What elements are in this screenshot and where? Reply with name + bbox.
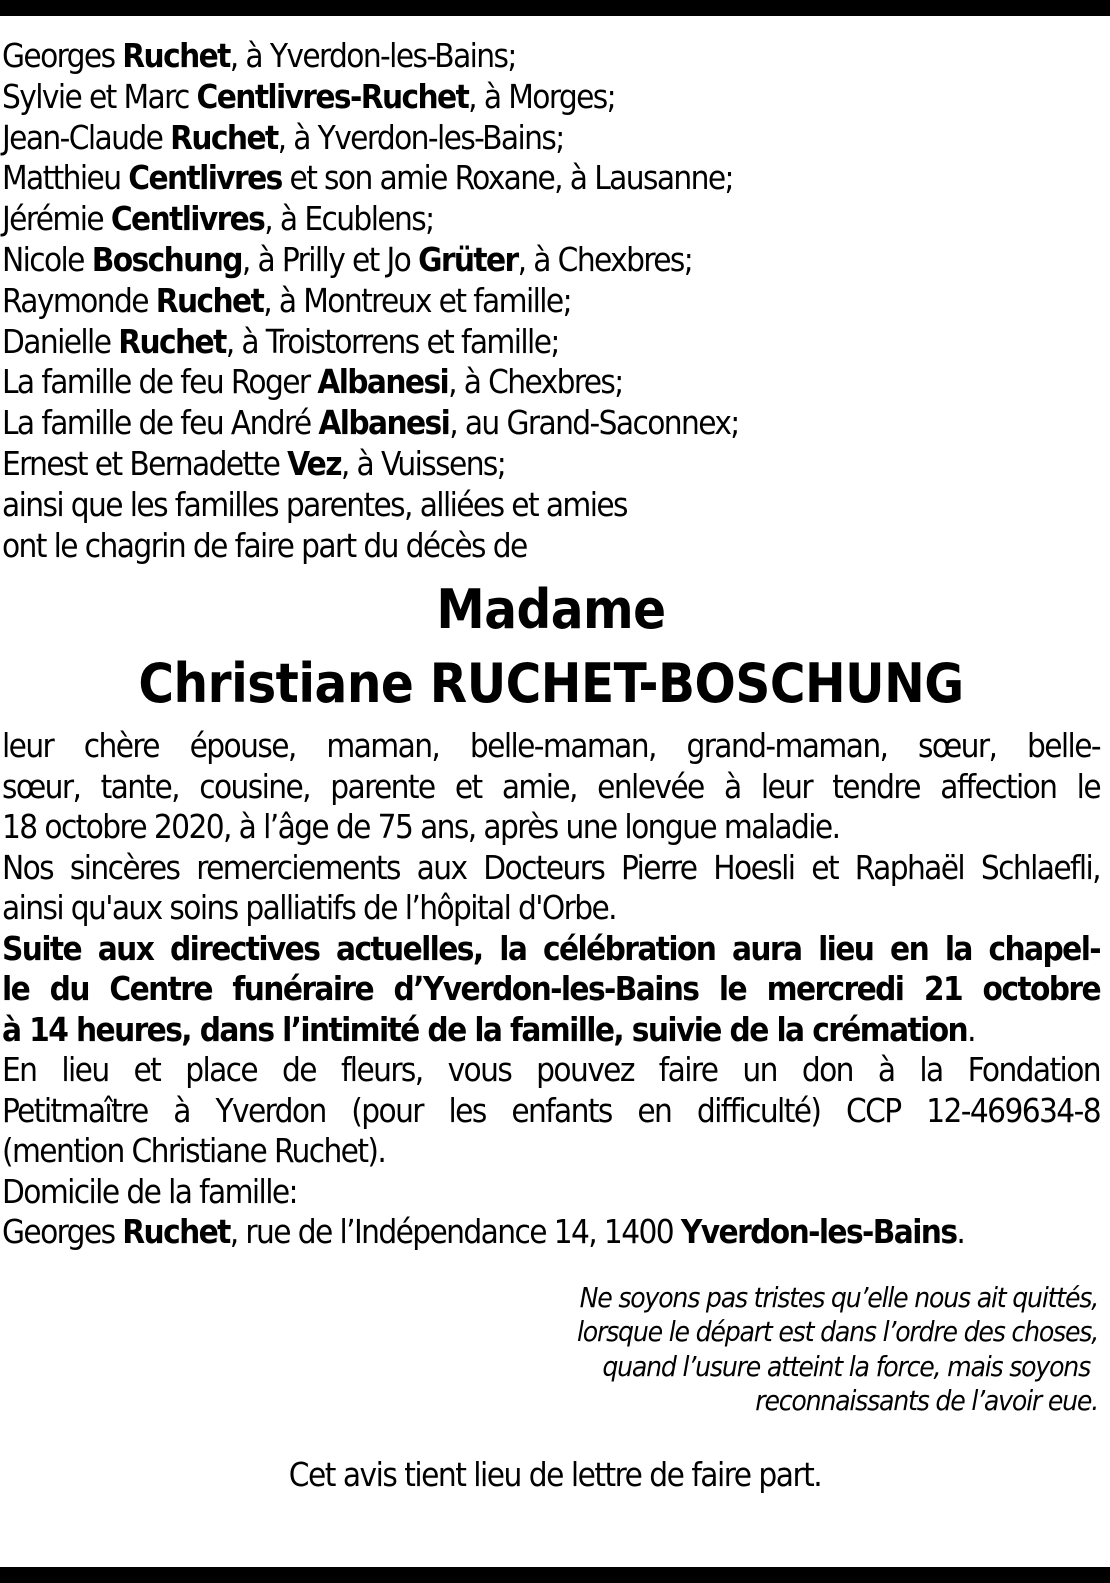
family-text: , à Vuissens; — [340, 443, 506, 483]
family-text: Matthieu — [2, 158, 129, 198]
family-text: , à Morges; — [468, 76, 616, 116]
poem-line: quand l’usure atteint la force, mais soyons — [602, 1349, 1090, 1383]
family-text: Nicole — [2, 239, 92, 279]
family-text: , à Ecublens; — [264, 199, 434, 239]
family-text: La famille de feu Roger — [2, 362, 318, 402]
text-line: ainsi qu'aux soins palliatifs de l’hôpital d'Orbe. — [2, 888, 616, 928]
family-surname: Ruchet — [118, 321, 226, 361]
family-line — [2, 118, 1100, 159]
family-text: Danielle — [2, 321, 119, 361]
family-surname: Ruchet — [170, 117, 278, 157]
poem-line: Ne soyons pas tristes qu’elle nous ait quittés, — [579, 1280, 1098, 1314]
text-line: Nos sincères remerciements aux Docteurs Pierre Hoesli et Raphaël Schlaefli, — [2, 847, 1100, 887]
family-line — [2, 77, 1100, 118]
family-surname: Boschung — [91, 239, 242, 279]
family-text: , au Grand-Saconnex; — [449, 403, 739, 443]
family-line — [2, 240, 1100, 281]
tribute-paragraph — [2, 726, 1100, 848]
ceremony-last-line: à 14 heures, dans l’intimité de la famille, suivie de la crémation — [2, 1009, 968, 1049]
domicile-surname: Ruchet — [122, 1212, 230, 1252]
family-text: , à Troistorrens et famille; — [225, 321, 559, 361]
family-text: , à Chexbres; — [517, 239, 693, 279]
family-surname: Albanesi — [317, 362, 449, 402]
poem-line: reconnaissants de l’avoir eue. — [755, 1384, 1098, 1418]
family-text: ainsi que les familles parentes, alliées et amies — [2, 484, 627, 524]
poem — [2, 1281, 1100, 1419]
family-text: La famille de feu André — [2, 403, 319, 443]
text-line: leur chère épouse, maman, belle-maman, grand-maman, sœur, belle- — [2, 726, 1100, 766]
family-surname: Ruchet — [155, 280, 264, 320]
domicile-address: , rue de l’Indépendance 14, 1400 — [229, 1212, 681, 1252]
family-line — [2, 199, 1100, 240]
text-line: En lieu et place de fleurs, vous pouvez faire un don à la Fondation — [2, 1050, 1100, 1090]
domicile-end: . — [956, 1212, 965, 1252]
text-line: sœur, tante, cousine, parente et amie, enlevée à leur tendre affection le — [2, 766, 1100, 806]
deceased-name: Christiane RUCHET-BOSCHUNG — [138, 652, 964, 716]
family-text: , à Prilly et Jo — [241, 239, 419, 279]
text-line: (mention Christiane Ruchet). — [2, 1131, 386, 1171]
family-surname: Ruchet — [122, 36, 230, 75]
family-line — [2, 526, 1100, 567]
family-surname: Grüter — [418, 239, 518, 279]
thanks-paragraph — [2, 848, 1100, 929]
family-text: Georges — [2, 36, 123, 75]
family-surname: Centlivres — [110, 199, 265, 239]
family-text: Jérémie — [2, 199, 111, 239]
bottom-rule — [0, 1567, 1110, 1583]
text-line: Petitmaître à Yverdon (pour les enfants en difficulté) CCP 12-469634-8 — [2, 1090, 1100, 1130]
family-text: , à Chexbres; — [448, 362, 623, 402]
family-text: Raymonde — [2, 280, 156, 320]
family-text: Sylvie et Marc — [2, 76, 197, 116]
text-line: le du Centre funéraire d’Yverdon-les-Bains le mercredi 21 octobre — [2, 969, 1100, 1009]
family-line — [2, 362, 1100, 403]
text-line — [2, 1010, 1100, 1051]
ceremony-paragraph — [2, 929, 1100, 1051]
family-surname: Vez — [287, 443, 341, 483]
poem-line: lorsque le départ est dans l’ordre des choses, — [576, 1315, 1098, 1349]
donation-paragraph — [2, 1050, 1100, 1172]
family-text: Jean-Claude — [2, 117, 171, 157]
domicile-city: Yverdon-les-Bains — [680, 1212, 957, 1252]
top-rule — [0, 0, 1110, 16]
family-line — [2, 485, 1100, 526]
family-line — [2, 403, 1100, 444]
footer-note: Cet avis tient lieu de lettre de faire part. — [288, 1454, 822, 1494]
text-line: 18 octobre 2020, à l’âge de 75 ans, après une longue maladie. — [2, 807, 840, 847]
family-list — [2, 36, 1100, 566]
family-line — [2, 36, 1100, 77]
family-surname: Albanesi — [318, 403, 450, 443]
family-line — [2, 281, 1100, 322]
family-surname: Centlivres-Ruchet — [196, 76, 469, 116]
domicile-label: Domicile de la famille: — [2, 1171, 297, 1211]
domicile-address-line — [2, 1212, 1100, 1253]
ceremony-end: . — [967, 1009, 975, 1049]
deceased-title: Madame — [436, 578, 666, 642]
domicile-paragraph — [2, 1172, 1100, 1253]
family-surname: Centlivres — [128, 158, 282, 198]
family-text: , à Yverdon-les-Bains; — [229, 36, 516, 75]
family-text: , à Montreux et famille; — [263, 280, 571, 320]
family-text: ont le chagrin de faire part du décès de — [2, 525, 527, 565]
family-text: , à Yverdon-les-Bains; — [277, 117, 564, 157]
family-text: et son amie Roxane, à Lausanne; — [281, 158, 733, 198]
obituary-notice — [2, 36, 1100, 1494]
family-line — [2, 444, 1100, 485]
family-text: Ernest et Bernadette — [2, 443, 288, 483]
domicile-first-name: Georges — [2, 1212, 123, 1252]
family-line — [2, 158, 1100, 199]
text-line: Suite aux directives actuelles, la célébration aura lieu en la chapel- — [2, 928, 1100, 968]
family-line — [2, 322, 1100, 363]
